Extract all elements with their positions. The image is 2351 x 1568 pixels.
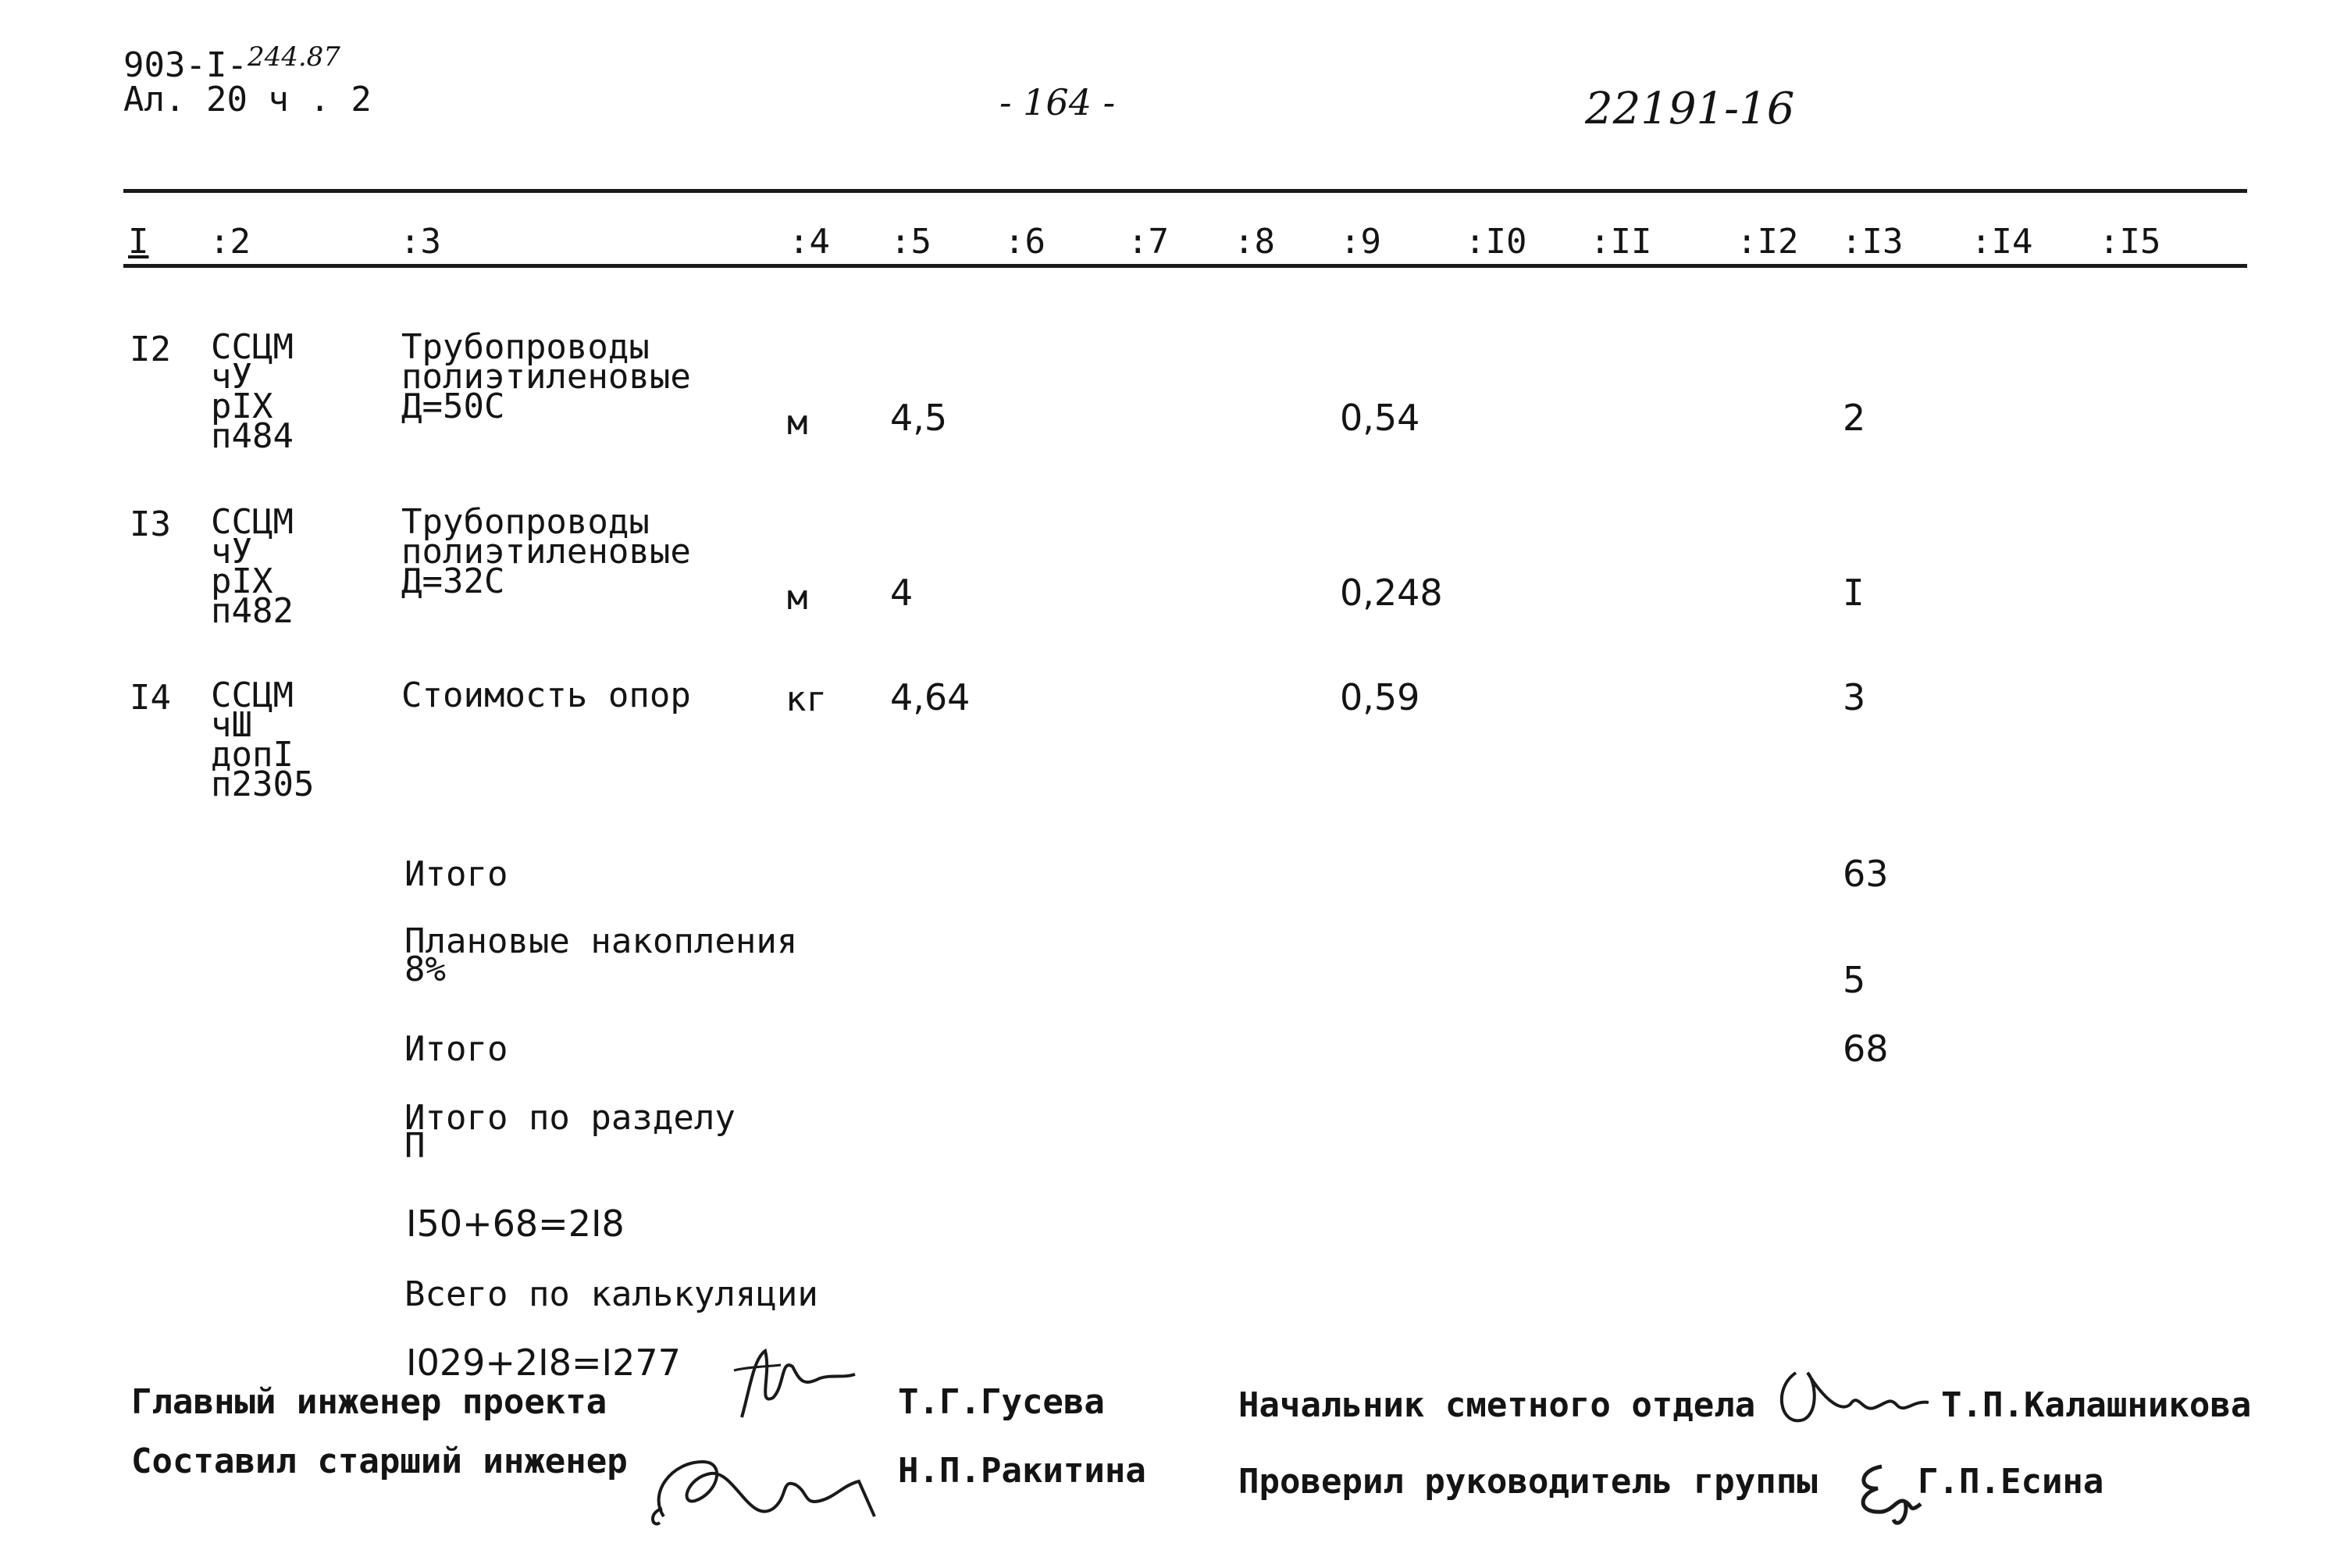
row-name <box>401 502 691 601</box>
grand-total-label: Всего по калькуляции <box>404 1274 818 1314</box>
row-name <box>401 327 691 426</box>
signature-esina <box>1851 1459 1929 1521</box>
itogo-value: 68 <box>1843 1028 1889 1070</box>
row-quantity: 4,64 <box>890 676 971 718</box>
row-quantity: 4 <box>890 572 914 614</box>
col-header: :6 <box>1004 222 1045 262</box>
row-name-line: Трубопроводы <box>401 502 650 542</box>
page-number: - 164 - <box>999 81 1116 123</box>
signature-rakitina <box>640 1431 882 1532</box>
row-price: 0,248 <box>1340 572 1443 614</box>
col-header: :I5 <box>2099 222 2161 262</box>
row-number: I4 <box>130 678 171 718</box>
row-unit: м <box>787 578 808 618</box>
row-code-line: чШ <box>211 705 252 745</box>
doc-code <box>123 41 340 85</box>
signature-guseva <box>726 1343 859 1429</box>
row-number: I2 <box>130 330 171 369</box>
row-name <box>401 675 691 715</box>
row-code-line: допI <box>211 735 294 775</box>
row-price: 0,54 <box>1340 397 1420 439</box>
row-code-line: рIX <box>211 561 273 601</box>
compiled-by-title: Составил старший инженер <box>131 1441 628 1481</box>
checked-by-title: Проверил руководитель группы <box>1238 1462 1818 1502</box>
itogo-label: Итого <box>404 1029 508 1069</box>
row-total: 2 <box>1843 397 1866 439</box>
row-code-line: чУ <box>211 357 252 397</box>
album-label: Ал. 20 ч . 2 <box>123 80 372 119</box>
col-header: :7 <box>1127 222 1169 262</box>
itogo-value: 63 <box>1843 853 1889 895</box>
doc-code-prefix: 903-I- <box>123 45 248 85</box>
col-header: :2 <box>209 222 251 262</box>
row-code-line: п484 <box>211 416 294 456</box>
doc-code-handwritten: 244.87 <box>247 41 340 73</box>
grand-total-calc: I029+2I8=I277 <box>406 1342 681 1384</box>
row-code <box>211 675 315 804</box>
col-header: :4 <box>789 222 830 262</box>
row-code-line: п2305 <box>211 764 315 804</box>
row-code-line: рIX <box>211 387 273 426</box>
row-number: I3 <box>130 504 171 544</box>
row-name-line: полиэтиленовые <box>401 532 691 572</box>
col-header: :5 <box>890 222 931 262</box>
section-total-line: П <box>404 1126 426 1166</box>
row-name-line: Д=32С <box>401 561 505 601</box>
planned-savings-label <box>404 921 798 989</box>
section-total-calc: I50+68=2I8 <box>406 1203 625 1245</box>
row-code-line: ССЦМ <box>211 675 294 715</box>
head-of-dept-title: Начальник сметного отдела <box>1238 1385 1756 1425</box>
planned-savings-percent: 8% <box>404 950 446 989</box>
row-name-line: Стоимость опор <box>401 675 691 715</box>
row-total: 3 <box>1843 676 1866 718</box>
row-code-line: ССЦМ <box>211 327 294 367</box>
row-total: I <box>1843 572 1865 614</box>
head-of-dept-name: Т.П.Калашникова <box>1941 1385 2252 1425</box>
section-total-label <box>404 1098 736 1166</box>
document-number: 22191-16 <box>1585 84 1795 134</box>
col-header: :I4 <box>1971 222 2033 262</box>
itogo-label: Итого <box>404 854 508 894</box>
compiled-by-name: Н.П.Ракитина <box>898 1451 1146 1491</box>
header-rule-bottom <box>123 264 2247 268</box>
row-code <box>211 327 294 456</box>
chief-engineer-title: Главный инженер проекта <box>131 1382 607 1422</box>
col-header: :3 <box>400 222 441 262</box>
checked-by-name: Г.П.Есина <box>1918 1462 2104 1502</box>
row-code-line: чУ <box>211 532 252 572</box>
row-code-line: ССЦМ <box>211 502 294 542</box>
row-name-line: полиэтиленовые <box>401 357 691 397</box>
col-header: I <box>128 222 149 262</box>
header-rule-top <box>123 189 2247 193</box>
row-name-line: Д=50С <box>401 387 505 426</box>
col-header: :9 <box>1340 222 1381 262</box>
row-code-line: п482 <box>211 591 294 631</box>
col-header: :I0 <box>1465 222 1527 262</box>
row-name-line: Трубопроводы <box>401 327 650 367</box>
col-header: :I2 <box>1737 222 1799 262</box>
row-code <box>211 502 294 631</box>
row-unit: м <box>787 403 808 443</box>
signature-kalashnikova <box>1772 1357 1936 1435</box>
col-header: :II <box>1590 222 1652 262</box>
chief-engineer-name: Т.Г.Гусева <box>898 1382 1105 1422</box>
col-header: :8 <box>1234 222 1275 262</box>
col-header: :I3 <box>1841 222 1904 262</box>
row-quantity: 4,5 <box>890 397 948 439</box>
planned-savings-value: 5 <box>1843 959 1866 1001</box>
row-price: 0,59 <box>1340 676 1420 718</box>
section-total-line: Итого по разделу <box>404 1098 736 1138</box>
row-unit: кг <box>785 679 827 719</box>
planned-savings-line: Плановые накопления <box>404 921 798 961</box>
